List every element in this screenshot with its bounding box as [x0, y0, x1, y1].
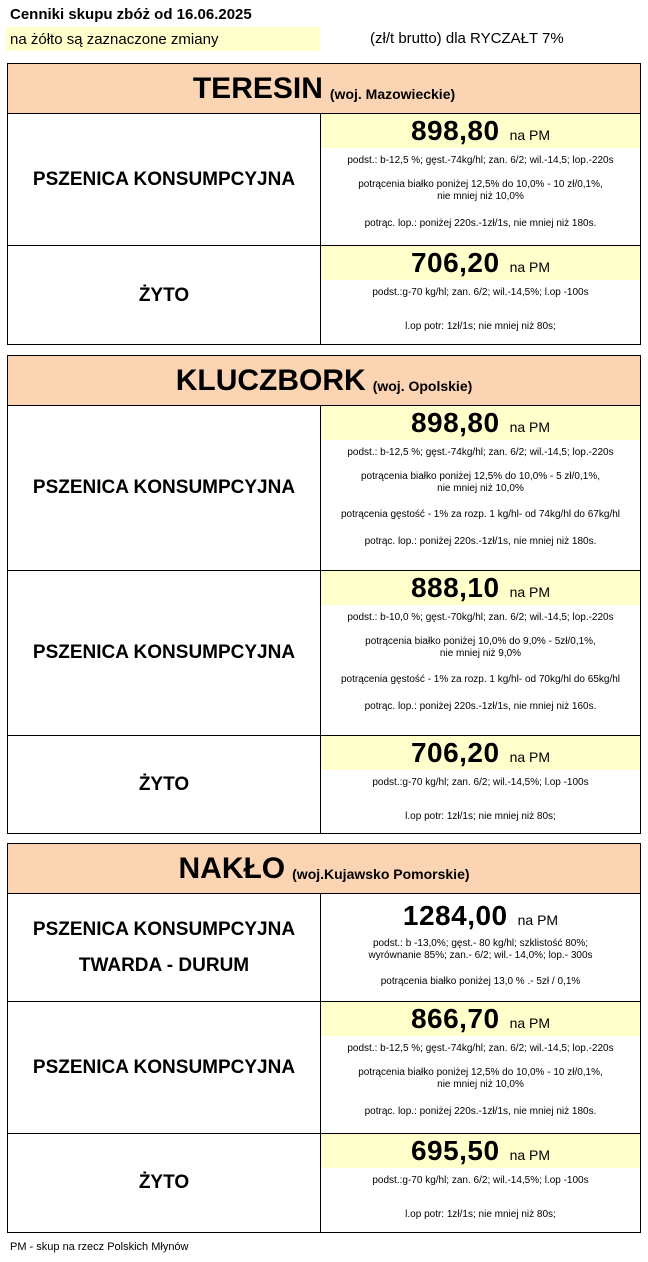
- product-name: ŻYTO: [138, 284, 190, 306]
- product-cell: [8, 1002, 321, 1133]
- condition-note: nie mniej niż 10,0%: [437, 483, 524, 494]
- price-cell: [321, 114, 640, 245]
- condition-note: l.op potr: 1zł/1s; nie mniej niż 80s;: [405, 811, 556, 822]
- condition-note: nie mniej niż 10,0%: [437, 191, 524, 202]
- product-cell: [8, 114, 321, 245]
- price-band-highlighted: [321, 1134, 640, 1168]
- condition-note: potrąc. lop.: poniżej 220s.-1zł/1s, nie mniej niż 160s.: [364, 701, 597, 712]
- section-naklo: [7, 843, 641, 1233]
- condition-note: podst.: b-12,5 %; gęst.-74kg/hl; zan. 6/2; wil.-14,5; lop.-220s: [347, 447, 614, 458]
- product-name: PSZENICA KONSUMPCYJNA: [32, 918, 296, 940]
- footer-note: PM - skup na rzecz Polskich Młynów: [10, 1241, 189, 1253]
- price-band: [321, 894, 640, 938]
- condition-note: potrącenia białko poniżej 13,0 % .- 5zł / 0,1%: [380, 976, 581, 987]
- price-unit: na PM: [509, 1147, 551, 1163]
- condition-note: wyrównanie 85%; zan.- 6/2; wil.- 14,0%; lop.- 300s: [368, 950, 593, 961]
- unit-note: (zł/t brutto) dla RYCZAŁT 7%: [370, 30, 564, 47]
- price-row: [8, 571, 640, 736]
- section-header: [8, 844, 640, 894]
- page-title: Cenniki skupu zbóż od 16.06.2025: [10, 6, 252, 23]
- price-row: [8, 114, 640, 246]
- price-unit: na PM: [509, 584, 551, 600]
- condition-note: podst.:g-70 kg/hl; zan. 6/2; wil.-14,5%; l.op -100s: [372, 777, 589, 788]
- price-row: [8, 406, 640, 571]
- region-name: (woj.Kujawsko Pomorskie): [292, 865, 470, 882]
- product-cell: [8, 246, 321, 345]
- condition-note: l.op potr: 1zł/1s; nie mniej niż 80s;: [405, 321, 556, 332]
- product-cell: [8, 894, 321, 1001]
- region-name: (woj. Opolskie): [372, 377, 473, 394]
- condition-note: nie mniej niż 9,0%: [439, 648, 522, 659]
- price-band-highlighted: [321, 571, 640, 605]
- price-unit: na PM: [509, 419, 551, 435]
- condition-note: potrącenia białko poniżej 12,5% do 10,0% - 10 zł/0,1%,: [358, 1067, 603, 1078]
- product-name: ŻYTO: [138, 1172, 190, 1193]
- condition-note: potrąc. lop.: poniżej 220s.-1zł/1s, nie mniej niż 180s.: [364, 1106, 597, 1117]
- price-value: 1284,00: [402, 900, 508, 931]
- condition-note: podst.: b-12,5 %; gęst.-74kg/hl; zan. 6/2; wil.-14,5; lop.-220s: [347, 155, 614, 166]
- condition-note: potrącenia gęstość - 1% za rozp. 1 kg/hl- od 70kg/hl do 65kg/hl: [340, 674, 621, 685]
- price-value: 898,80: [410, 115, 500, 146]
- price-value: 898,80: [410, 407, 500, 438]
- region-name: (woj. Mazowieckie): [329, 85, 456, 102]
- condition-note: nie mniej niż 10,0%: [437, 1079, 524, 1090]
- city-name: KLUCZBORK: [175, 363, 366, 397]
- price-band-highlighted: [321, 246, 640, 280]
- price-unit: na PM: [509, 259, 551, 275]
- price-cell: [321, 1134, 640, 1232]
- price-unit: na PM: [509, 1015, 551, 1031]
- product-name: PSZENICA KONSUMPCYJNA: [32, 477, 296, 498]
- product-name: PSZENICA KONSUMPCYJNA: [32, 1056, 296, 1078]
- price-cell: [321, 246, 640, 345]
- section-header: [8, 64, 640, 114]
- price-band-highlighted: [321, 736, 640, 770]
- price-unit: na PM: [509, 749, 551, 765]
- condition-note: potrąc. lop.: poniżej 220s.-1zł/1s, nie mniej niż 180s.: [364, 536, 597, 547]
- price-band-highlighted: [321, 114, 640, 148]
- price-unit: na PM: [509, 127, 551, 143]
- price-cell: [321, 736, 640, 834]
- condition-note: podst.:g-70 kg/hl; zan. 6/2; wil.-14,5%; l.op -100s: [372, 1175, 589, 1186]
- product-name: PSZENICA KONSUMPCYJNA: [32, 642, 296, 663]
- price-value: 706,20: [410, 247, 500, 278]
- condition-note: podst.: b-10,0 %; gęst.-70kg/hl; zan. 6/2; wil.-14,5; lop.-220s: [347, 612, 614, 623]
- city-name: TERESIN: [192, 71, 323, 105]
- price-cell: [321, 894, 640, 1001]
- price-unit: na PM: [517, 912, 559, 928]
- product-name-line2: TWARDA - DURUM: [78, 954, 250, 976]
- price-value: 695,50: [410, 1135, 500, 1166]
- condition-note: potrącenia białko poniżej 10,0% do 9,0% - 5zł/0,1%,: [365, 636, 596, 647]
- product-name: ŻYTO: [138, 774, 190, 795]
- condition-note: podst.:g-70 kg/hl; zan. 6/2; wil.-14,5%; l.op -100s: [372, 287, 589, 298]
- price-value: 888,10: [410, 572, 500, 603]
- price-value: 866,70: [410, 1003, 500, 1034]
- price-row: [8, 246, 640, 345]
- condition-note: potrącenia gęstość - 1% za rozp. 1 kg/hl- od 74kg/hl do 67kg/hl: [340, 509, 621, 520]
- section-teresin: [7, 63, 641, 345]
- product-cell: [8, 1134, 321, 1232]
- product-cell: [8, 571, 321, 735]
- condition-note: podst.: b-12,5 %; gęst.-74kg/hl; zan. 6/2; wil.-14,5; lop.-220s: [347, 1043, 614, 1054]
- product-cell: [8, 406, 321, 570]
- section-kluczbork: [7, 355, 641, 834]
- price-value: 706,20: [410, 737, 500, 768]
- condition-note: l.op potr: 1zł/1s; nie mniej niż 80s;: [405, 1209, 556, 1220]
- product-name: PSZENICA KONSUMPCYJNA: [32, 168, 296, 190]
- condition-note: potrąc. lop.: poniżej 220s.-1zł/1s, nie mniej niż 180s.: [364, 218, 597, 229]
- price-cell: [321, 406, 640, 570]
- price-cell: [321, 1002, 640, 1133]
- price-band-highlighted: [321, 406, 640, 440]
- price-band-highlighted: [321, 1002, 640, 1036]
- condition-note: potrącenia białko poniżej 12,5% do 10,0% - 10 zł/0,1%,: [358, 179, 603, 190]
- condition-note: podst.: b -13,0%; gęst.- 80 kg/hl; szklistość 80%;: [372, 938, 589, 949]
- price-row: [8, 894, 640, 1002]
- product-cell: [8, 736, 321, 834]
- condition-note: potrącenia białko poniżej 12,5% do 10,0% - 5 zł/0,1%,: [360, 471, 601, 482]
- city-name: NAKŁO: [178, 851, 286, 885]
- highlight-legend: na żółto są zaznaczone zmiany: [6, 27, 320, 51]
- price-cell: [321, 571, 640, 735]
- price-row: [8, 1002, 640, 1134]
- section-header: [8, 356, 640, 406]
- price-row: [8, 736, 640, 834]
- price-row: [8, 1134, 640, 1232]
